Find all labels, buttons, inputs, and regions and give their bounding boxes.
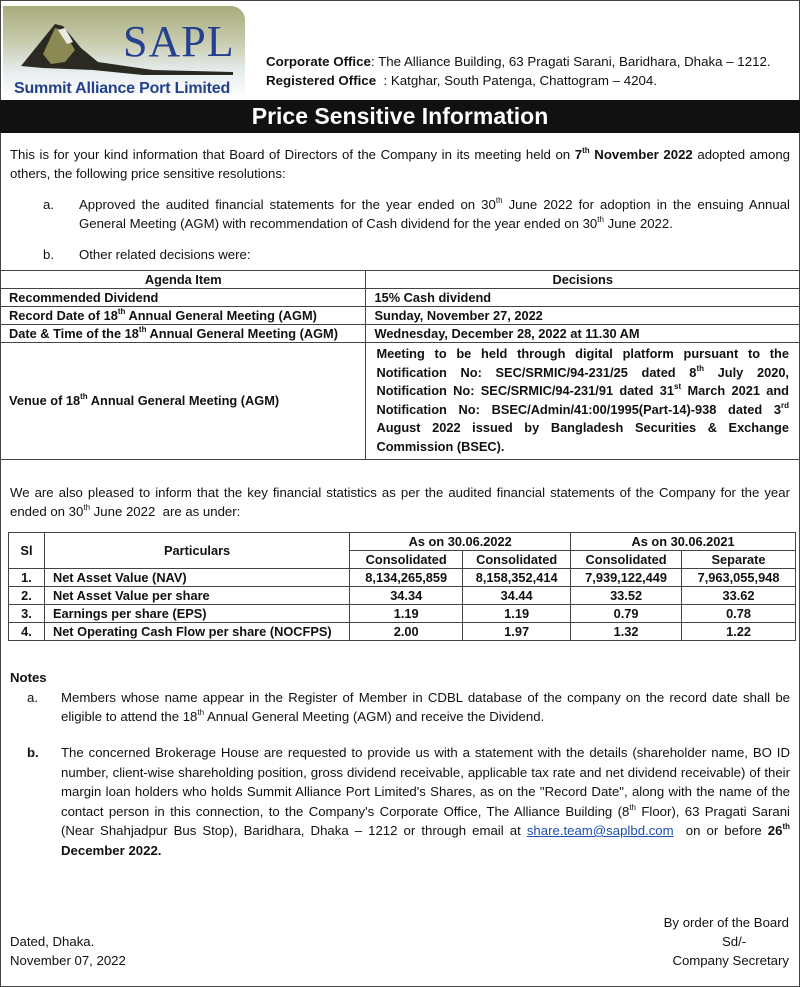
particulars-header: Particulars — [44, 533, 349, 569]
value-cell: 7,939,122,449 — [571, 569, 682, 587]
notes-heading: Notes — [10, 670, 47, 685]
agenda-item: Venue of 18th Annual General Meeting (AGM) — [1, 343, 366, 460]
resolution-a: Approved the audited financial statements for the year ended on 30th June 2022 for adoption in the ensuing Annual General Meeting (AGM) with recommendation of Cash dividend for the year ended on 30th June 2022. — [79, 196, 790, 231]
note-a-marker: a. — [27, 690, 38, 705]
signature: Sd/- — [722, 934, 747, 949]
agenda-item: Record Date of 18th Annual General Meeting (AGM) — [1, 307, 366, 325]
decisions-header: Decisions — [366, 271, 800, 289]
note-a: Members whose name appear in the Register of Member in CDBL database of the company on the record date shall be eligible to attend the 18th Annual General Meeting (AGM) and receive the Dividend. — [61, 690, 790, 724]
particular-cell: Net Asset Value (NAV) — [44, 569, 349, 587]
value-cell: 2.00 — [350, 623, 463, 641]
table-row — [9, 587, 796, 605]
particular-cell: Net Operating Cash Flow per share (NOCFPS) — [44, 623, 349, 641]
value-cell: 0.79 — [571, 605, 682, 623]
sl-cell: 3. — [9, 605, 45, 623]
sub-header: Consolidated — [571, 551, 682, 569]
value-cell: 1.19 — [350, 605, 463, 623]
note-b-marker: b. — [27, 745, 39, 760]
resolution-b-marker: b. — [43, 247, 54, 262]
value-cell: 1.32 — [571, 623, 682, 641]
corporate-office: Corporate Office: The Alliance Building, 63 Pragati Sarani, Baridhara, Dhaka – 1212. — [266, 54, 771, 69]
sub-header: Separate — [682, 551, 796, 569]
sub-header: Consolidated — [350, 551, 463, 569]
agenda-table — [0, 270, 800, 460]
value-cell: 34.44 — [463, 587, 571, 605]
resolution-b: Other related decisions were: — [79, 247, 251, 262]
logo-wordmark: SAPL — [123, 17, 235, 66]
agenda-item: Date & Time of the 18th Annual General Meeting (AGM) — [1, 325, 366, 343]
decision: Meeting to be held through digital platform pursuant to the Notification No: SEC/SRMIC/94-231/25 dated 8th July 2020, Notification No: SEC/SRMIC/94-231/91 dated 31st March 2021 and Notification No: BSEC/Admin/41:00/1995(Part-14)-938 dated 3rd August 2022 issued by Bangladesh Securities & Exchange Commission (BSEC). — [366, 343, 800, 460]
office-addresses — [266, 52, 771, 90]
sub-header: Consolidated — [463, 551, 571, 569]
value-cell: 7,963,055,948 — [682, 569, 796, 587]
decision: Sunday, November 27, 2022 — [366, 307, 800, 325]
page-title: Price Sensitive Information — [0, 100, 800, 133]
value-cell: 34.34 — [350, 587, 463, 605]
dated-place: Dated, Dhaka. — [10, 934, 95, 949]
email-link[interactable]: share.team@saplbd.com — [526, 823, 674, 838]
sl-cell: 4. — [9, 623, 45, 641]
value-cell: 8,158,352,414 — [463, 569, 571, 587]
resolution-a-marker: a. — [43, 197, 54, 212]
logo-subtitle: Summit Alliance Port Limited — [14, 80, 231, 97]
agenda-item: Recommended Dividend — [1, 289, 366, 307]
period-2022-header: As on 30.06.2022 — [350, 533, 571, 551]
letterhead — [0, 0, 800, 100]
intro-paragraph: This is for your kind information that Board of Directors of the Company in its meeting held on 7th November 2022 adopted among others, the following price sensitive resolutions: — [10, 146, 790, 181]
table-row — [9, 605, 796, 623]
value-cell: 1.19 — [463, 605, 571, 623]
note-b: The concerned Brokerage House are requested to provide us with a statement with the details (shareholder name, BO ID number, client-wise shareholding position, gross dividend receivable, applicable tax rate and net dividend receivable) of their margin loan holders who holds Summit Alliance Port Limited's Shares, as on the "Record Date", along with the name of the contact person in this connection, to the Company's Corporate Office, The Alliance Building (8th Floor), 63 Pragati Sarani (Near Shahjadpur Bus Stop), Baridhara, Dhaka – 1212 or through email at share.team@saplbd.com on or before 26th December 2022. — [61, 745, 790, 858]
agenda-item-header: Agenda Item — [1, 271, 366, 289]
value-cell: 1.97 — [463, 623, 571, 641]
stats-intro: We are also pleased to inform that the key financial statistics as per the audited financial statements of the Company for the year ended on 30th June 2022 are as under: — [10, 485, 790, 519]
dated-date: November 07, 2022 — [10, 953, 126, 968]
table-row — [9, 569, 796, 587]
particular-cell: Earnings per share (EPS) — [44, 605, 349, 623]
table-row — [1, 307, 800, 325]
value-cell: 33.62 — [682, 587, 796, 605]
value-cell: 8,134,265,859 — [350, 569, 463, 587]
table-row — [9, 623, 796, 641]
table-row — [1, 289, 800, 307]
decision: 15% Cash dividend — [366, 289, 800, 307]
decision: Wednesday, December 28, 2022 at 11.30 AM — [366, 325, 800, 343]
sl-cell: 1. — [9, 569, 45, 587]
value-cell: 1.22 — [682, 623, 796, 641]
registered-office: Registered Office : Katghar, South Patenga, Chattogram – 4204. — [266, 73, 658, 88]
table-row — [1, 343, 800, 460]
particular-cell: Net Asset Value per share — [44, 587, 349, 605]
sl-cell: 2. — [9, 587, 45, 605]
period-2021-header: As on 30.06.2021 — [571, 533, 796, 551]
company-logo — [3, 6, 245, 99]
signatory: Company Secretary — [672, 953, 789, 968]
financial-statistics-table — [8, 532, 796, 641]
period-header-row — [9, 533, 796, 551]
value-cell: 0.78 — [682, 605, 796, 623]
value-cell: 33.52 — [571, 587, 682, 605]
table-row — [1, 325, 800, 343]
order-line: By order of the Board — [663, 915, 789, 930]
agenda-header-row — [1, 271, 800, 289]
sl-header: Sl — [9, 533, 45, 569]
